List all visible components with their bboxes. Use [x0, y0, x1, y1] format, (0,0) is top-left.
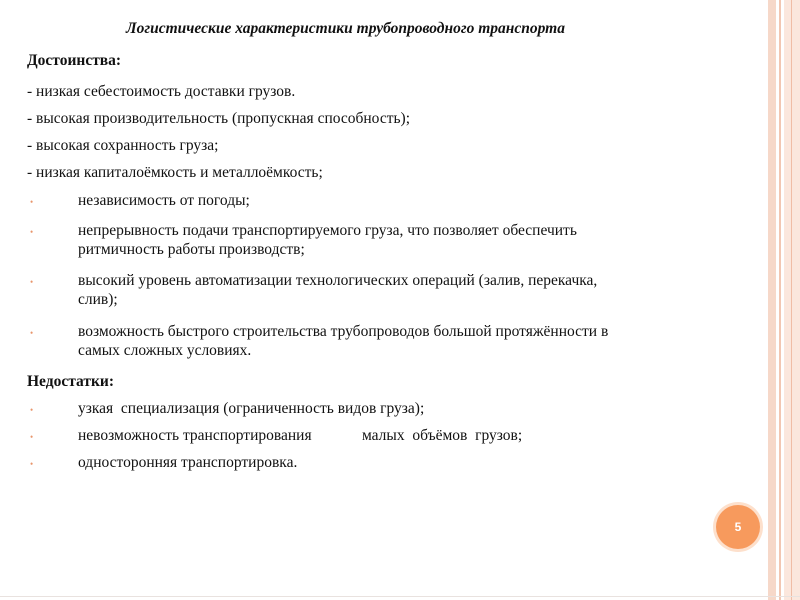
bullet-dot-icon: •: [30, 328, 34, 338]
advantage-item: - низкая капиталоёмкость и металлоёмкость;: [27, 164, 323, 181]
disadvantage-item: узкая специализация (ограниченность видов груза);: [78, 400, 425, 417]
page-number-badge: 5: [716, 505, 760, 549]
disadvantages-heading: Недостатки:: [27, 373, 114, 390]
bottom-divider: [0, 596, 800, 597]
advantage-item: - высокая сохранность груза;: [27, 137, 219, 154]
border-stripe: [779, 0, 781, 600]
advantage-item: - высокая производительность (пропускная способность);: [27, 110, 411, 127]
item-text: слив);: [78, 291, 118, 308]
bullet-dot-icon: •: [30, 197, 34, 207]
advantage-bullet-item: [78, 191, 250, 210]
disadvantage-item: невозможность транспортирования малых объёмов грузов;: [78, 427, 523, 444]
border-stripe: [791, 0, 792, 600]
bullet-dot-icon: •: [30, 227, 34, 237]
item-text: самых сложных условиях.: [78, 342, 252, 359]
advantages-heading: Достоинства:: [27, 52, 122, 69]
border-stripe: [784, 0, 800, 600]
advantage-bullet-item: [78, 271, 597, 309]
bullet-dot-icon: •: [30, 459, 34, 469]
advantage-bullet-item: [78, 322, 608, 360]
item-text: независимость от погоды;: [78, 192, 250, 209]
disadvantage-item: односторонняя транспортировка.: [78, 454, 298, 471]
advantage-bullet-item: [78, 221, 577, 259]
advantage-item: - низкая себестоимость доставки грузов.: [27, 83, 296, 100]
item-text: ритмичность работы производств;: [78, 241, 305, 258]
item-text: непрерывность подачи транспортируемого груза, что позволяет обеспечить: [78, 222, 577, 239]
border-stripe: [768, 0, 776, 600]
bullet-dot-icon: •: [30, 277, 34, 287]
bullet-dot-icon: •: [30, 432, 34, 442]
bullet-dot-icon: •: [30, 405, 34, 415]
item-text: возможность быстрого строительства трубопроводов большой протяжённости в: [78, 323, 609, 340]
item-text: высокий уровень автоматизации технологических операций (залив, перекачка,: [78, 272, 598, 289]
slide-title: Логистические характеристики трубопроводного транспорта: [126, 20, 565, 37]
